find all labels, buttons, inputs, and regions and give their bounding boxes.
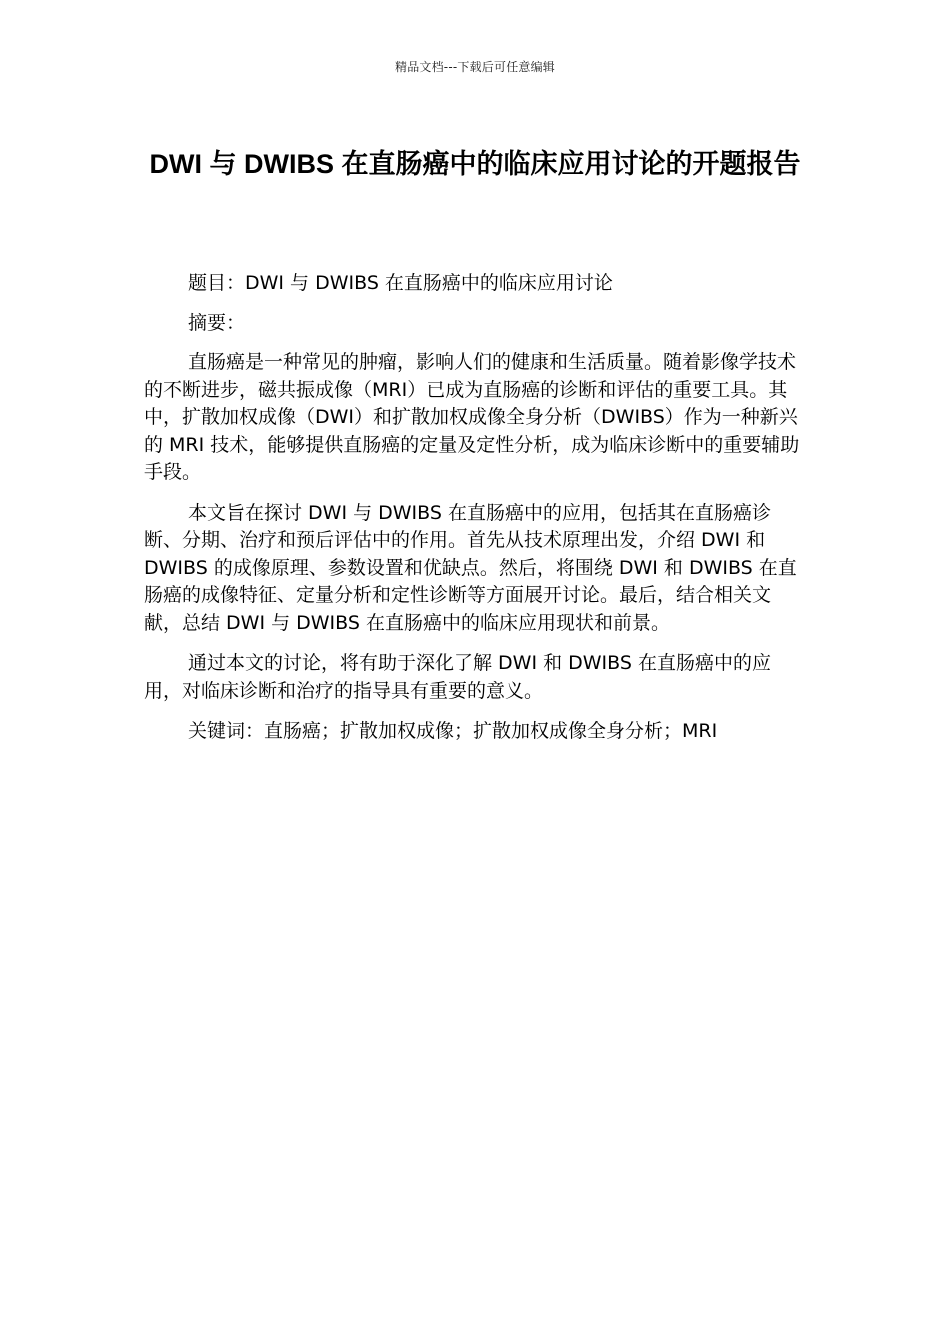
topic-line: 题目：DWI 与 DWIBS 在直肠癌中的临床应用讨论	[188, 272, 613, 294]
abstract-paragraph-3: 通过本文的讨论，将有助于深化了解 DWI 和 DWIBS 在直肠癌中的应用，对临床诊断和治疗的指导具有重要的意义。	[144, 652, 771, 702]
document-title: DWI 与 DWIBS 在直肠癌中的临床应用讨论的开题报告	[149, 149, 801, 179]
abstract-paragraph-2: 本文旨在探讨 DWI 与 DWIBS 在直肠癌中的应用，包括其在直肠癌诊断、分期、治疗和预后评估中的作用。首先从技术原理出发，介绍 DWI 和 DWIBS 的成像原理、参数设置和优缺点。然后，将围绕 DWI 和 DWIBS 在直肠癌的成像特征、定量分析和定性诊断等方面展开讨论。最后，结合相关文献，总结 DWI 与 DWIBS 在直肠癌中的临床应用现状和前景。	[144, 501, 797, 634]
abstract-label: 摘要：	[188, 311, 246, 334]
keywords-line: 关键词：直肠癌；扩散加权成像；扩散加权成像全身分析；MRI	[188, 720, 718, 742]
abstract-paragraph-1: 直肠癌是一种常见的肿瘤，影响人们的健康和生活质量。随着影像学技术的不断进步，磁共振成像（MRI）已成为直肠癌的诊断和评估的重要工具。其中，扩散加权成像（DWI）和扩散加权成像全身分析（DWIBS）作为一种新兴的 MRI 技术，能够提供直肠癌的定量及定性分析，成为临床诊断中的重要辅助手段。	[144, 351, 800, 483]
header-note: 精品文档---下载后可任意编辑	[395, 60, 555, 74]
document-body	[144, 270, 808, 759]
